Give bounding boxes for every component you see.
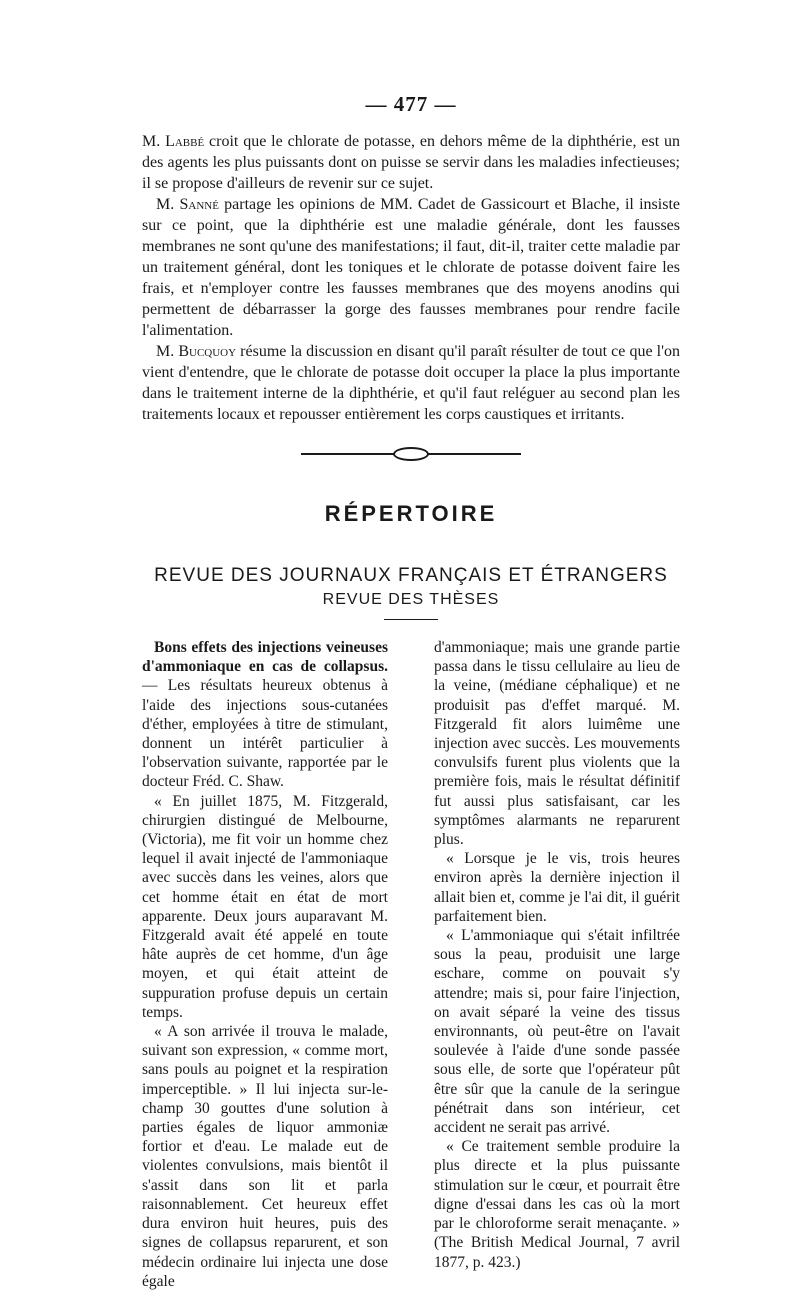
section-heading-revue-journaux: REVUE DES JOURNAUX FRANÇAIS ET ÉTRANGERS [154,565,668,586]
paragraph-text: croit que le chlorate de potasse, en dehors même de la diphthérie, est un des agents les plus puissants dont on puisse se servir dans les maladies infectieuses; il se propose d'ailleurs de revenir sur ce sujet. [142,133,680,192]
subsection-heading-revue-theses: REVUE DES THÈSES [322,591,500,608]
paragraph: « Lorsque je le vis, trois heures environ après la dernière injection il allait bien et, comme je l'ai dit, il guérit parfaitement bien. [434,850,680,925]
heading-rule [384,619,438,620]
left-column [142,638,388,1291]
article-title: Bons effets des injections veineuses d'ammoniaque en cas de collapsus. [142,639,388,676]
paragraph: « A son arrivée il trouva le malade, suivant son expression, « comme mort, sans pouls au poignet et la respiration imperceptible. » Il lui injecta sur-le-champ 30 gouttes d'une solution à parties égales de liquor ammoniæ fortior et d'eau. Le malade eut de violentes convulsions, mais bientôt il s'assit dans son lit et parla raisonnablement. Cet heureux effet dura environ huit heures, puis des signes de collapsus reparurent, et son médecin ordinaire lui injecta une dose égale [142,1023,388,1290]
paragraph: « En juillet 1875, M. Fitzgerald, chirurgien distingué de Melbourne, (Victoria), me fit voir un homme chez lequel il avait injecté de l'ammoniaque avec succès dans les veines, alors que cet homme était en état de mort apparente. Deux jours auparavant M. Fitzgerald avait été appelé en toute hâte auprès de cet homme, d'un âge moyen, et qui était atteint de suppuration profuse depuis un certain temps. [142,792,388,1021]
ornamental-divider [301,447,521,461]
paragraph: « L'ammoniaque qui s'était infiltrée sous la peau, produisit une large eschare, comme on pouvait s'y attendre; mais si, pour faire l'injection, on avait séparé la veine des tissus environnants, où peut-être on l'avait soulevée à l'aide d'une sonde passée sous elle, de sorte que l'opérateur pût être sûr que la canule de la seringue pénétrait dans son intérieur, cet accident ne serait pas arrivé. [434,927,680,1137]
paragraph-text: résume la discussion en disant qu'il paraît résulter de tout ce que l'on vient d'entendre, que le chlorate de potasse doit occuper la place la plus importante dans le traitement interne de la diphthérie, et qu'il faut reléguer au second plan les traitements locaux et repousser entièrement les corps caustiques et irritants. [142,343,680,423]
speaker-name: M. Sanné [156,196,219,213]
article-columns [142,638,680,1291]
right-column [434,638,680,1291]
paragraph-text: — Les résultats heureux obtenus à l'aide des injections sous-cutanées d'éther, employées à titre de stimulant, donnent un intérêt particulier à l'observation suivante, rapportée par le docteur Fréd. C. Shaw. [142,677,388,791]
page-content [142,92,680,1291]
paragraph-sanne [142,194,680,341]
discussion-section [142,131,680,425]
speaker-name: M. Labbé [142,133,205,150]
section-heading-repertoire: RÉPERTOIRE [324,501,498,526]
article-opening [142,638,388,792]
paragraph-labbe [142,131,680,194]
page-number: — 477 — [365,92,457,116]
paragraph: « Ce traitement semble produire la plus directe et la plus puissante stimulation sur le cœur, et pourrait être digne d'essai dans les cas où la mort par le chloroforme serait menaçante. » (The British Medical Journal, 7 avril 1877, p. 423.) [434,1138,680,1271]
divider-ornament [393,447,429,461]
paragraph: d'ammoniaque; mais une grande partie passa dans le tissu cellulaire au lieu de la veine, (médiane céphalique) et ne produisit pas d'effet marqué. M. Fitzgerald fit alors luimême une injection avec succès. Les mouvements convulsifs furent plus violents que la première fois, mais le résultat définitif fut aussi plus satisfaisant, car les symptômes alarmants ne reparurent plus. [434,639,680,849]
paragraph-bucquoy [142,341,680,425]
speaker-name: M. Bucquoy [156,343,237,360]
paragraph-text: partage les opinions de MM. Cadet de Gassicourt et Blache, il insiste sur ce point, que la diphthérie est une maladie générale, dont les fausses membranes ne sont qu'une des manifestations; il faut, dit-il, traiter cette maladie par un traitement général, dont les toniques et le chlorate de potasse doivent faire les frais, et n'employer contre les fausses membranes que des moyens anodins qui permettent de débarrasser la gorge des fausses membranes pour rendre facile l'alimentation. [142,196,680,339]
